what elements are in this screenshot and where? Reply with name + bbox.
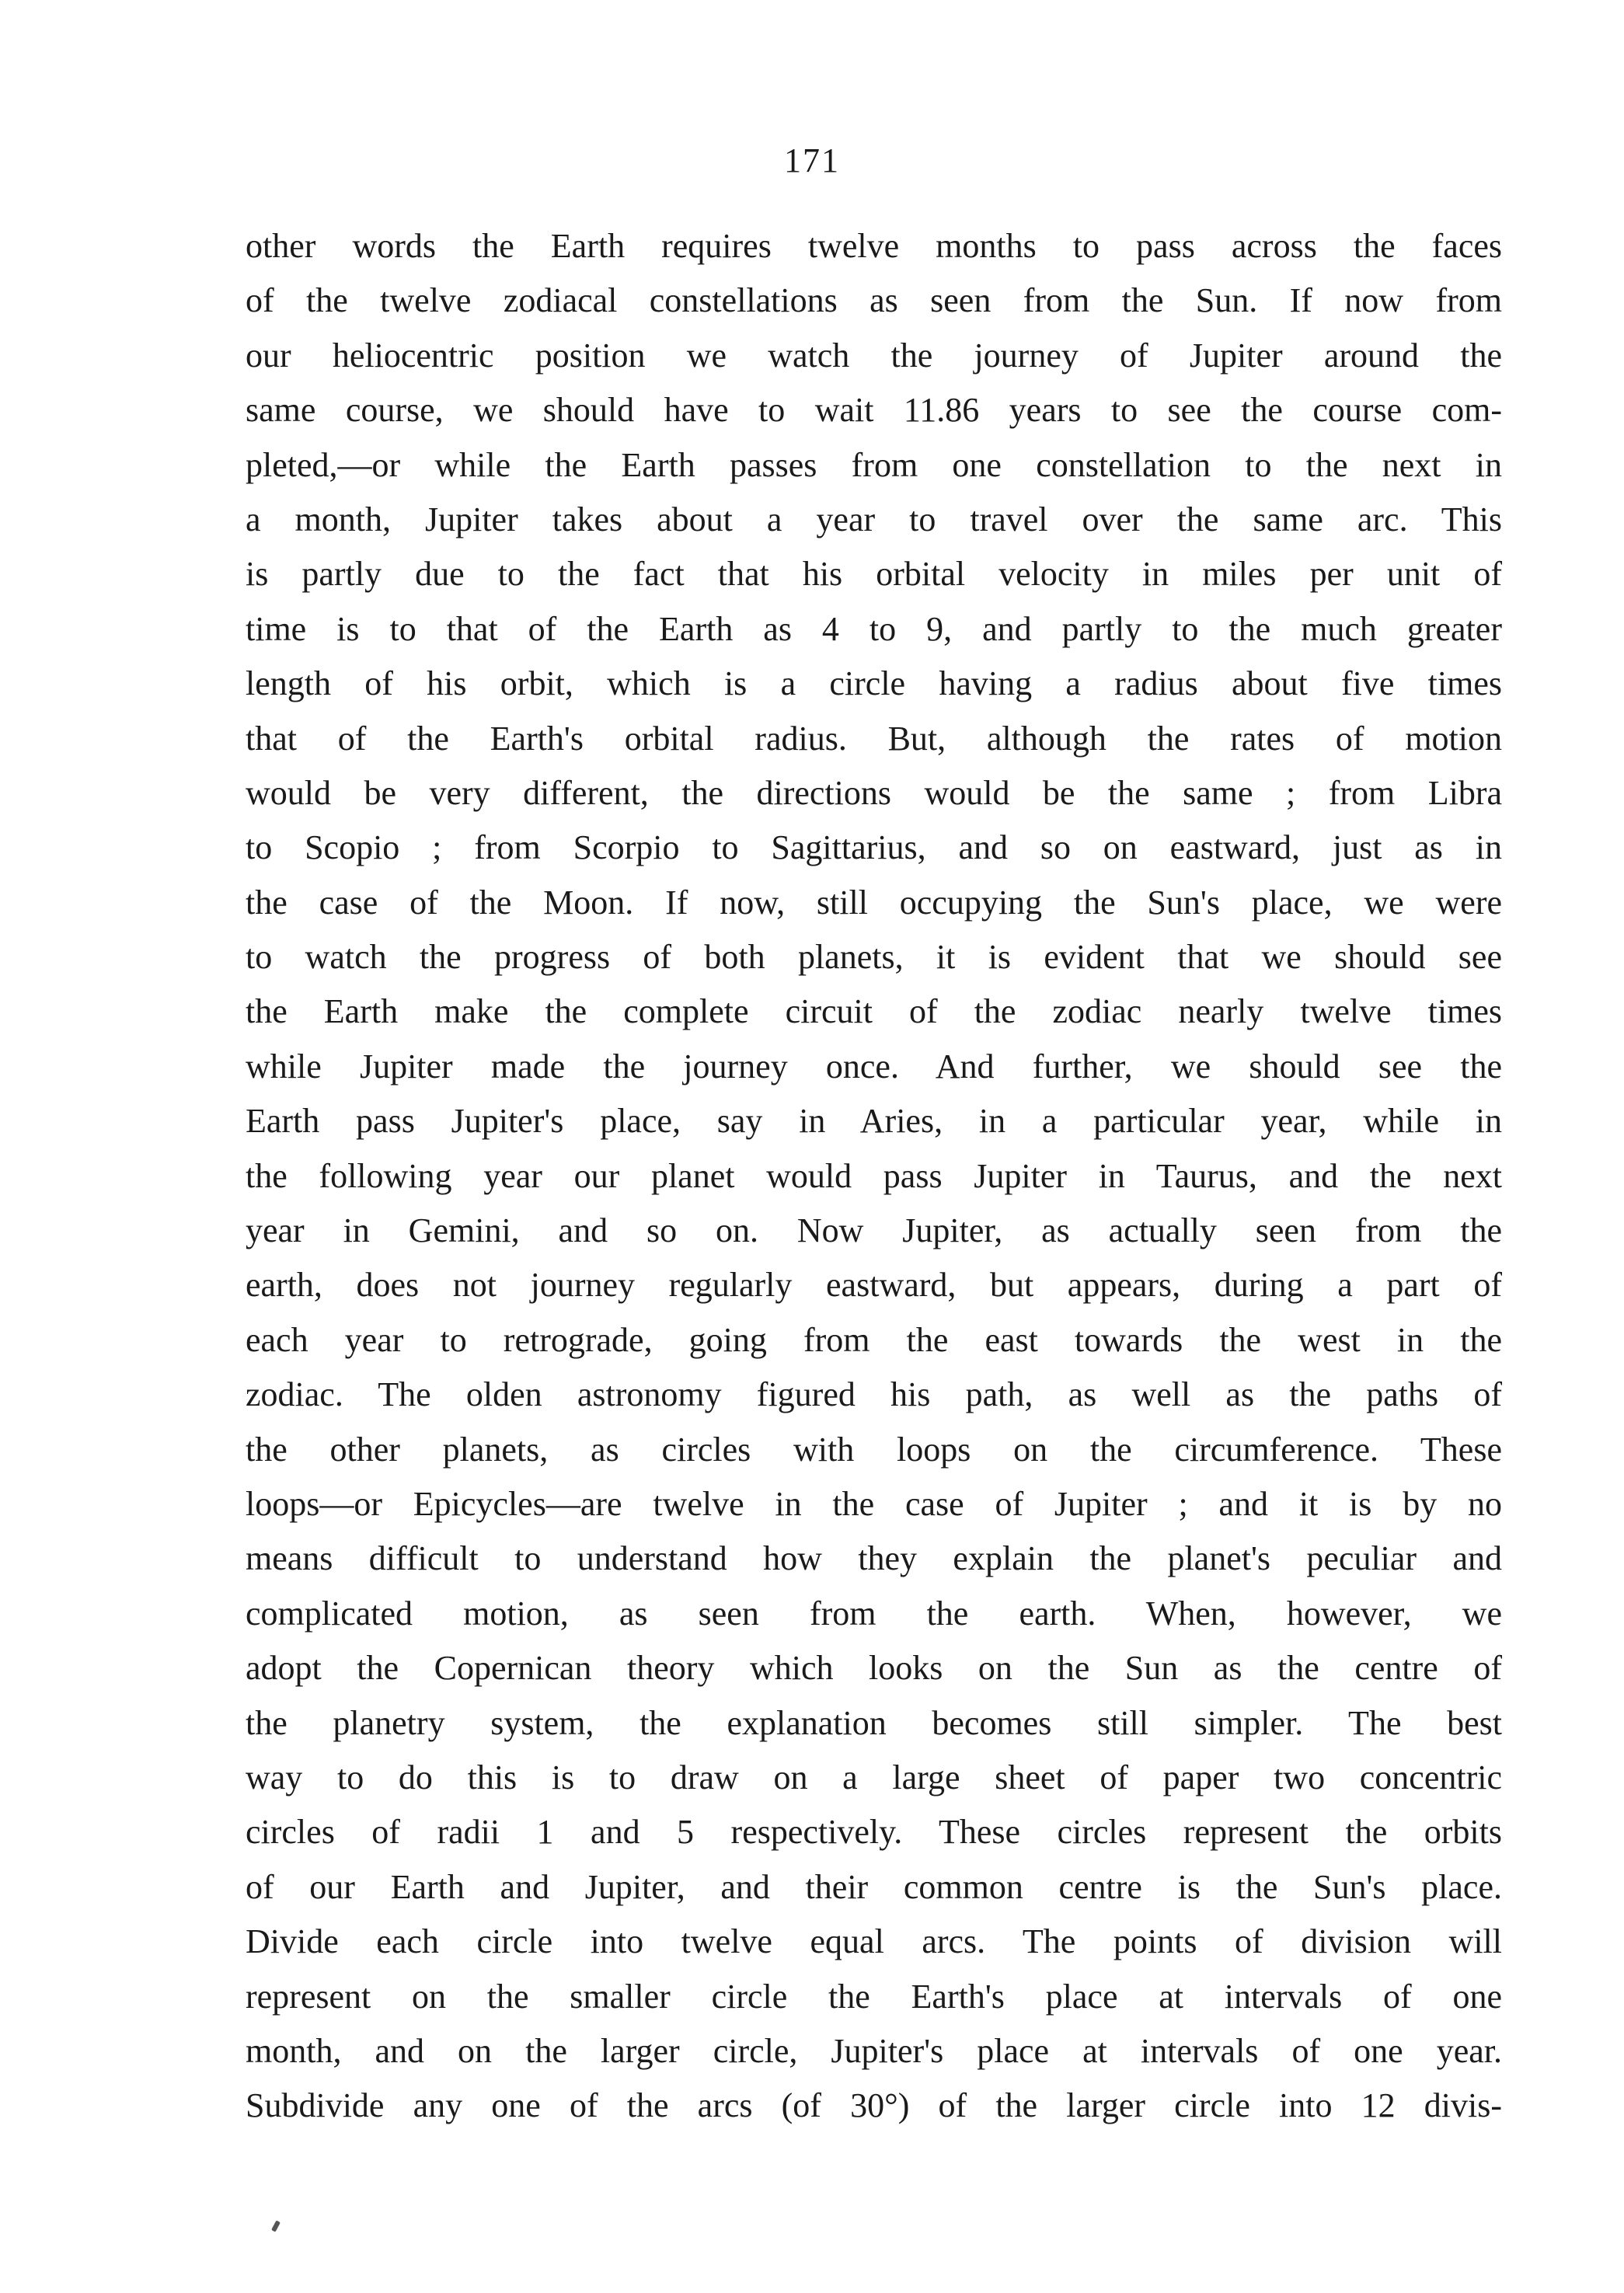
text-line: earth, does not journey regularly eastward, but appears, during a part of [246, 1266, 1502, 1305]
text-line: Earth pass Jupiter's place, say in Aries, in a particular year, while in [246, 1102, 1502, 1141]
text-line: time is to that of the Earth as 4 to 9, and partly to the much greater [246, 609, 1502, 648]
text-line: adopt the Copernican theory which looks on the Sun as the centre of [246, 1649, 1502, 1688]
text-line: the Earth make the complete circuit of the zodiac nearly twelve times [246, 992, 1502, 1031]
text-line: to Scopio ; from Scorpio to Sagittarius, and so on eastward, just as in [246, 828, 1502, 867]
text-line: year in Gemini, and so on. Now Jupiter, as actually seen from the [246, 1211, 1502, 1250]
text-line: means difficult to understand how they explain the planet's peculiar and [246, 1539, 1502, 1578]
text-line: Subdivide any one of the arcs (of 30°) of the larger circle into 12 divis- [246, 2086, 1502, 2125]
text-line: would be very different, the directions would be the same ; from Libra [246, 773, 1502, 812]
text-line: Divide each circle into twelve equal arcs. The points of division will [246, 1922, 1502, 1961]
text-line: circles of radii 1 and 5 respectively. These circles represent the orbits [246, 1813, 1502, 1852]
text-line: of the twelve zodiacal constellations as seen from the Sun. If now from [246, 281, 1502, 320]
text-line: the other planets, as circles with loops on the circumference. These [246, 1430, 1502, 1469]
page-number: 171 [784, 141, 840, 179]
text-line: is partly due to the fact that his orbital velocity in miles per unit of [246, 555, 1502, 594]
text-line: same course, we should have to wait 11.86 years to see the course com- [246, 391, 1502, 430]
text-line: a month, Jupiter takes about a year to travel over the same arc. This [246, 500, 1502, 538]
text-line: each year to retrograde, going from the east towards the west in the [246, 1320, 1502, 1359]
text-line: that of the Earth's orbital radius. But, although the rates of motion [246, 719, 1502, 758]
text-line: to watch the progress of both planets, it is evident that we should see [246, 938, 1502, 977]
text-line: complicated motion, as seen from the earth. When, however, we [246, 1594, 1502, 1633]
text-line: pleted,—or while the Earth passes from one constellation to the next in [246, 445, 1502, 484]
text-line: represent on the smaller circle the Earth's place at intervals of one [246, 1977, 1502, 2016]
text-line: of our Earth and Jupiter, and their common centre is the Sun's place. [246, 1867, 1502, 1906]
text-line: length of his orbit, which is a circle having a radius about five times [246, 664, 1502, 703]
text-line: other words the Earth requires twelve months to pass across the faces [246, 227, 1502, 265]
text-line: way to do this is to draw on a large sheet of paper two concentric [246, 1758, 1502, 1796]
text-line: month, and on the larger circle, Jupiter's place at intervals of one year. [246, 2031, 1502, 2070]
text-line: zodiac. The olden astronomy figured his path, as well as the paths of [246, 1375, 1502, 1414]
body-text [246, 219, 1502, 2134]
text-line: while Jupiter made the journey once. And further, we should see the [246, 1047, 1502, 1086]
text-line: the planetry system, the explanation becomes still simpler. The best [246, 1703, 1502, 1742]
text-line: the following year our planet would pass Jupiter in Taurus, and the next [246, 1156, 1502, 1195]
text-line: loops—or Epicycles—are twelve in the case of Jupiter ; and it is by no [246, 1484, 1502, 1523]
text-line: our heliocentric position we watch the journey of Jupiter around the [246, 336, 1502, 375]
text-line: the case of the Moon. If now, still occupying the Sun's place, we were [246, 883, 1502, 922]
stray-ink-mark [271, 2220, 281, 2232]
